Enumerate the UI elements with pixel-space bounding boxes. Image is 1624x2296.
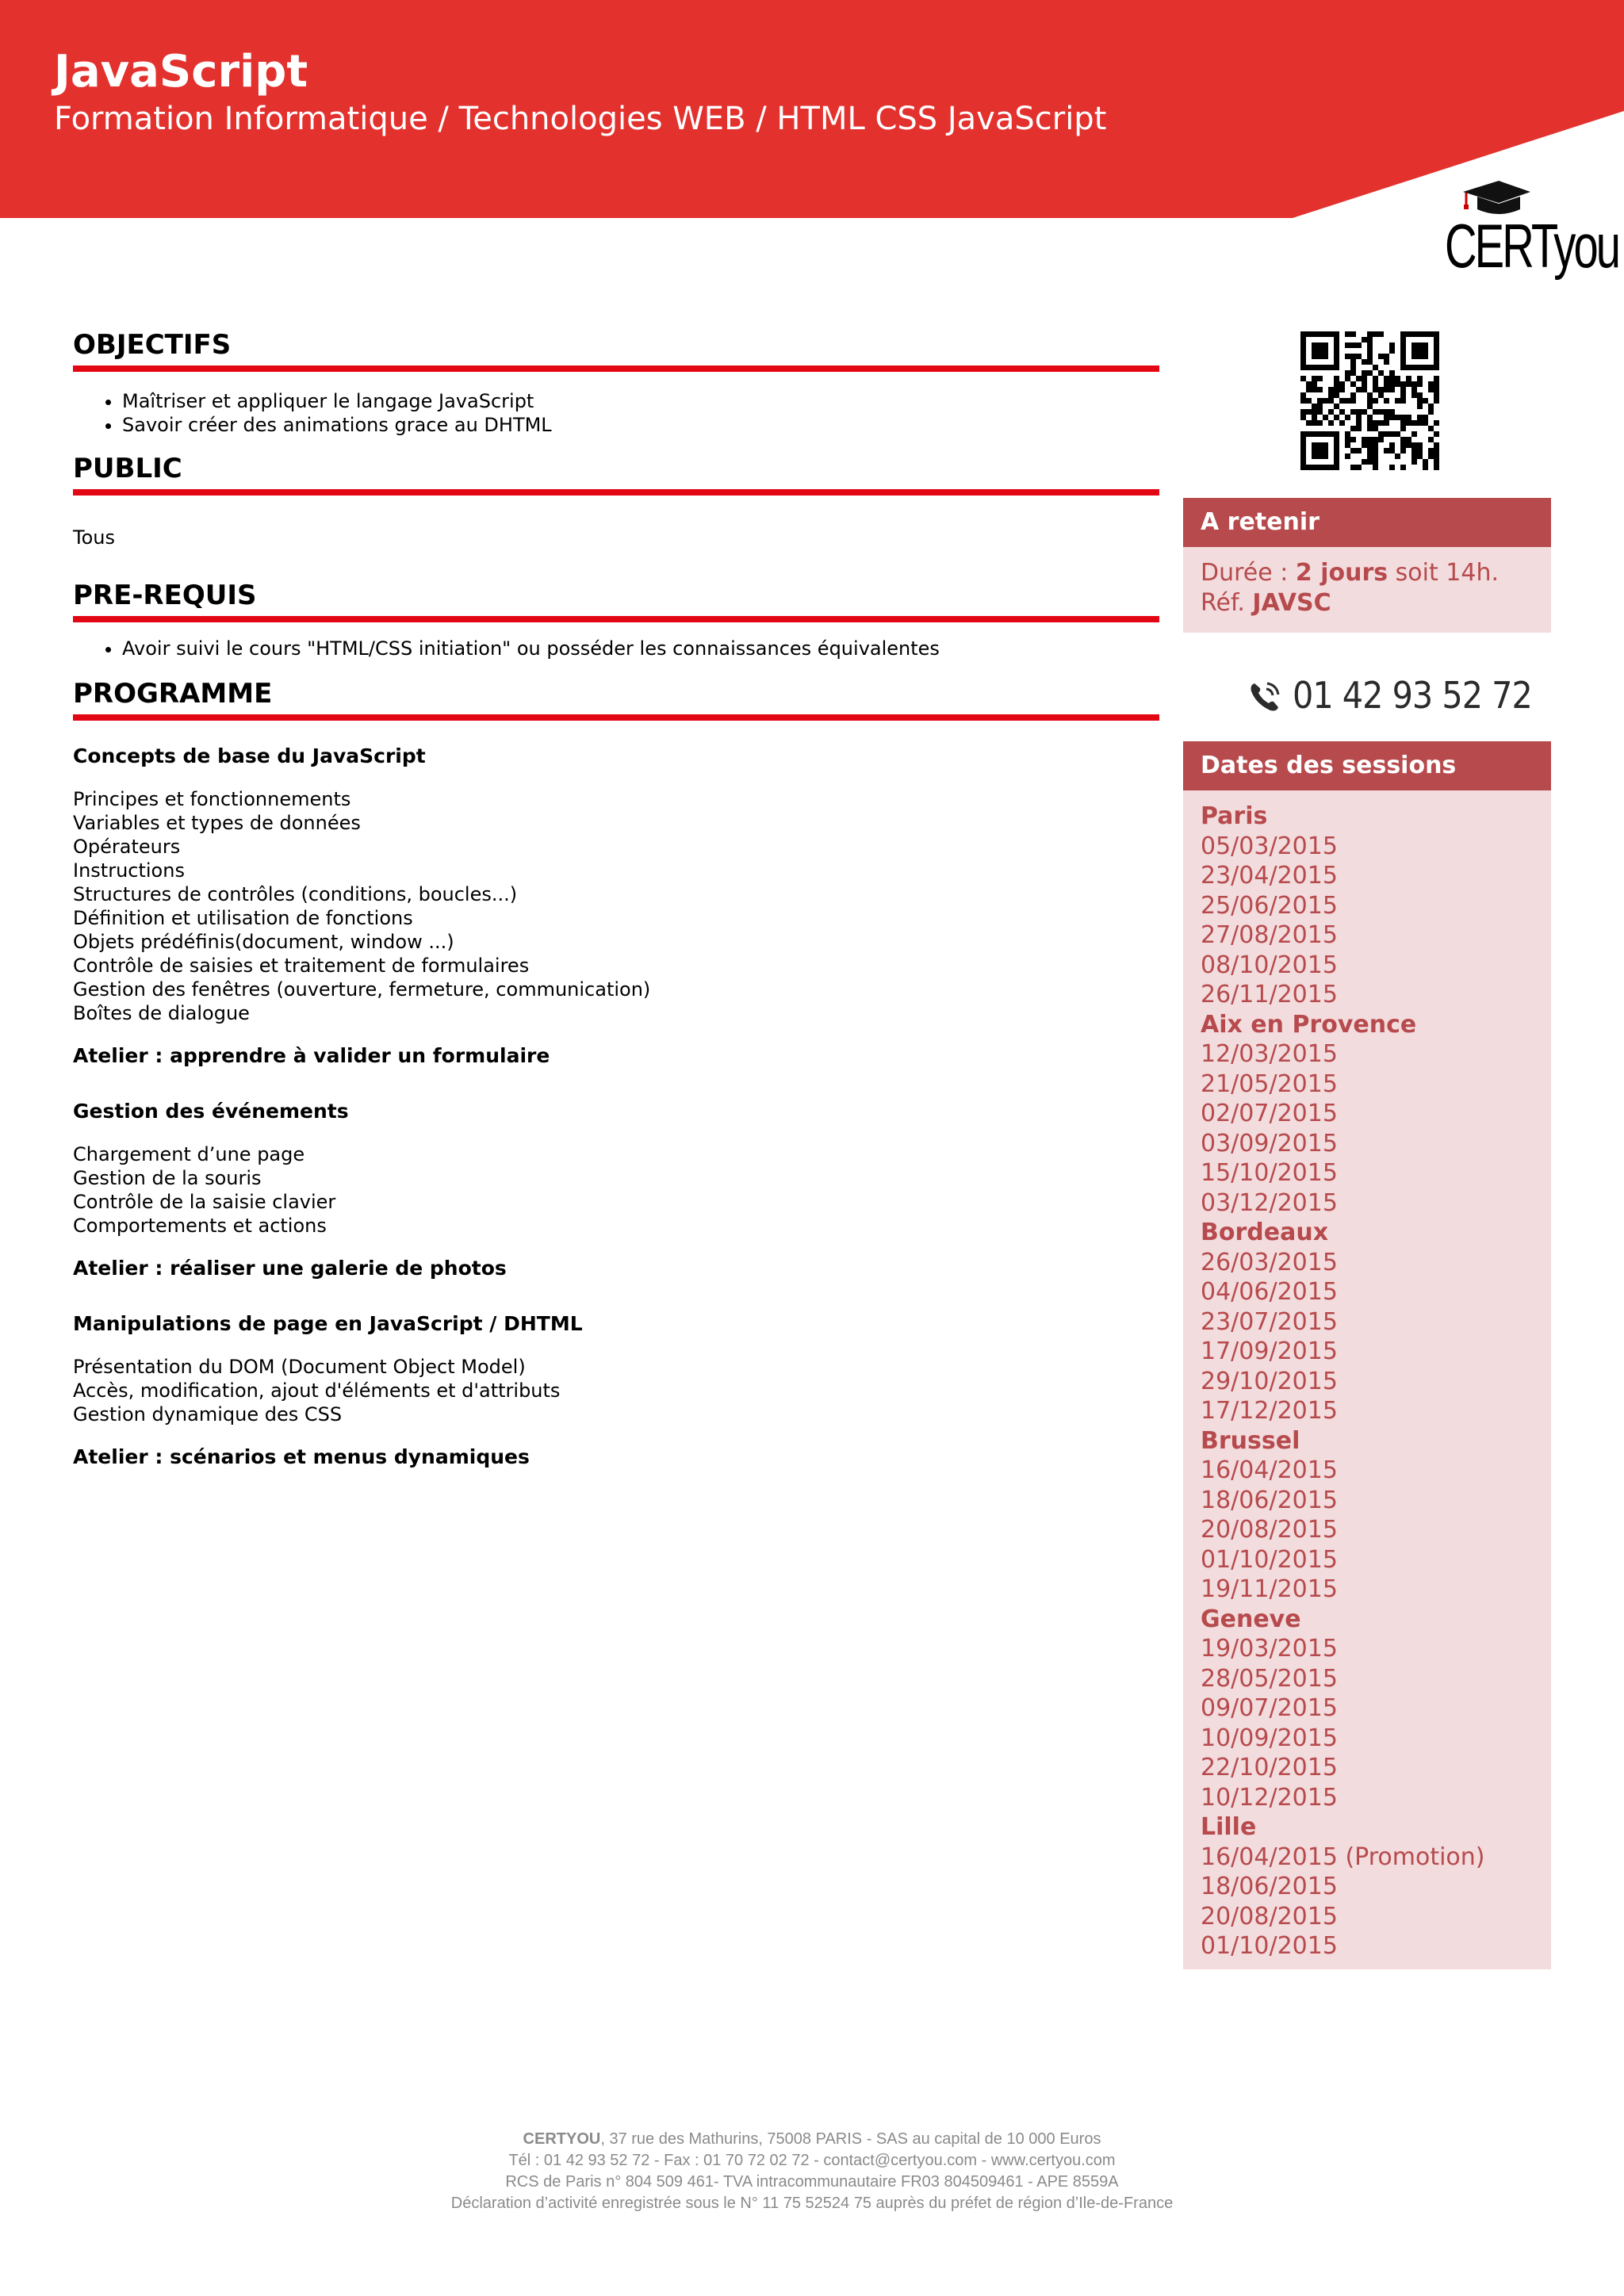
session-date: 23/07/2015 <box>1201 1307 1338 1336</box>
session-date: 09/07/2015 <box>1201 1694 1338 1722</box>
module-atelier: Atelier : scénarios et menus dynamiques <box>73 1445 530 1468</box>
module-item: Gestion dynamique des CSS <box>73 1403 343 1425</box>
public-heading: PUBLIC <box>73 453 1159 496</box>
session-city: Aix en Provence <box>1201 1010 1417 1039</box>
session-date: 05/03/2015 <box>1201 832 1338 860</box>
session-date: 18/06/2015 <box>1201 1486 1338 1514</box>
module-title: Concepts de base du JavaScript <box>73 744 426 767</box>
session-date: 08/10/2015 <box>1201 951 1338 979</box>
module-title: Manipulations de page en JavaScript / DHTML <box>73 1312 583 1335</box>
footer <box>0 2129 1624 2214</box>
session-city: Lille <box>1201 1813 1257 1841</box>
module-title: Gestion des événements <box>73 1100 349 1123</box>
session-date: 26/11/2015 <box>1201 981 1338 1008</box>
objectif-item: • Savoir créer des animations grace au DHTML <box>122 413 1159 437</box>
module-atelier: Atelier : apprendre à valider un formulaire <box>73 1044 550 1067</box>
session-date: 28/05/2015 <box>1201 1664 1338 1693</box>
qr-code-icon <box>1300 331 1439 470</box>
ref-value: JAVSC <box>1252 589 1331 617</box>
session-date: 25/06/2015 <box>1201 891 1338 920</box>
public-text: Tous <box>73 526 115 549</box>
module-atelier: Atelier : réaliser une galerie de photos <box>73 1257 507 1280</box>
module-item: Opérateurs <box>73 836 181 858</box>
module-item: Comportements et actions <box>73 1215 327 1237</box>
session-date: 17/09/2015 <box>1201 1337 1338 1365</box>
objectif-item: • Maîtriser et appliquer le langage JavaScript <box>122 389 1159 413</box>
session-date: 03/09/2015 <box>1201 1129 1338 1158</box>
session-date: 19/03/2015 <box>1201 1635 1338 1663</box>
retenir-body <box>1183 547 1551 633</box>
module-item: Définition et utilisation de fonctions <box>73 907 413 929</box>
session-date: 20/08/2015 <box>1201 1902 1338 1931</box>
programme-heading: PROGRAMME <box>73 678 1159 721</box>
module-items <box>73 1355 1159 1426</box>
footer-line1: CERTYOU, 37 rue des Mathurins, 75008 PARIS - SAS au capital de 10 000 Euros <box>523 2130 1101 2148</box>
module-item: Variables et types de données <box>73 812 361 834</box>
prerequis-item: • Avoir suivi le cours "HTML/CSS initiation" ou posséder les connaissances équivalentes <box>122 637 1159 660</box>
session-date: 29/10/2015 <box>1201 1367 1338 1395</box>
session-date: 18/06/2015 <box>1201 1873 1338 1900</box>
module-item: Principes et fonctionnements <box>73 788 351 810</box>
module-items <box>73 1142 1159 1238</box>
session-city: Paris <box>1201 802 1268 830</box>
session-date: 04/06/2015 <box>1201 1278 1338 1306</box>
module-item: Accès, modification, ajout d'éléments et d'attributs <box>73 1380 561 1402</box>
prerequis-list <box>73 637 1159 660</box>
objectifs-list <box>73 389 1159 437</box>
session-city: Brussel <box>1201 1426 1300 1455</box>
retenir-heading: A retenir <box>1183 498 1551 547</box>
objectifs-heading: OBJECTIFS <box>73 329 1159 372</box>
session-date: 27/08/2015 <box>1201 921 1338 949</box>
session-date: 01/10/2015 <box>1201 1545 1338 1574</box>
module-item: Instructions <box>73 859 185 882</box>
footer-line2: Tél : 01 42 93 52 72 - Fax : 01 70 72 02 72 - contact@certyou.com - www.certyou.com <box>508 2152 1116 2169</box>
main-content <box>73 329 1159 1469</box>
session-date: 10/09/2015 <box>1201 1724 1338 1752</box>
module-item: Structures de contrôles (conditions, boucles...) <box>73 883 518 905</box>
session-date: 02/07/2015 <box>1201 1100 1338 1127</box>
module-item: Objets prédéfinis(document, window ...) <box>73 931 454 953</box>
session-date: 12/03/2015 <box>1201 1040 1338 1068</box>
duree-line: Durée : 2 jours soit 14h. <box>1201 559 1500 587</box>
session-date: 21/05/2015 <box>1201 1070 1338 1098</box>
ref-line: Réf. JAVSC <box>1201 589 1331 617</box>
session-date: 16/04/2015 <box>1201 1456 1338 1484</box>
session-date: 03/12/2015 <box>1201 1188 1338 1217</box>
page-title: JavaScript <box>54 46 308 98</box>
sessions-heading: Dates des sessions <box>1183 741 1551 790</box>
session-city: Bordeaux <box>1201 1219 1329 1246</box>
session-date: 01/10/2015 <box>1201 1932 1338 1960</box>
module-item: Gestion des fenêtres (ouverture, fermeture, communication) <box>73 978 651 1001</box>
session-date: 20/08/2015 <box>1201 1516 1338 1544</box>
module-item: Chargement d’une page <box>73 1143 305 1165</box>
page-subtitle: Formation Informatique / Technologies WEB / HTML CSS JavaScript <box>54 101 1107 137</box>
phone-icon <box>1247 679 1283 715</box>
session-date: 16/04/2015 (Promotion) <box>1201 1843 1485 1871</box>
module-item: Gestion de la souris <box>73 1167 262 1189</box>
session-date: 17/12/2015 <box>1201 1397 1338 1425</box>
session-date: 22/10/2015 <box>1201 1754 1338 1781</box>
session-date: 26/03/2015 <box>1201 1248 1338 1276</box>
certyou-logo-text: CERTyou <box>1445 211 1619 281</box>
module-item: Contrôle de la saisie clavier <box>73 1191 336 1213</box>
session-date: 10/12/2015 <box>1201 1783 1338 1812</box>
module-item: Boîtes de dialogue <box>73 1002 250 1024</box>
session-city: Geneve <box>1201 1605 1301 1633</box>
session-date: 15/10/2015 <box>1201 1159 1338 1187</box>
programme-content <box>73 744 1159 1469</box>
sessions-box <box>1183 741 1551 1969</box>
phone-number[interactable]: 01 42 93 52 72 <box>1293 674 1532 717</box>
session-date: 19/11/2015 <box>1201 1575 1338 1603</box>
prerequis-heading: PRE-REQUIS <box>73 580 1159 622</box>
module-items <box>73 787 1159 1025</box>
footer-line4: Déclaration d’activité enregistrée sous le N° 11 75 52524 75 auprès du préfet de région d’Ile-de-France <box>450 2195 1174 2212</box>
duree-value: 2 jours <box>1295 559 1388 587</box>
footer-line3: RCS de Paris n° 804 509 461- TVA intracommunautaire FR03 804509461 - APE 8559A <box>505 2173 1119 2191</box>
module-item: Contrôle de saisies et traitement de formulaires <box>73 955 530 977</box>
module-item: Présentation du DOM (Document Object Model) <box>73 1356 526 1378</box>
retenir-box <box>1183 498 1551 633</box>
sessions-list <box>1183 790 1551 1969</box>
session-date: 23/04/2015 <box>1201 862 1338 890</box>
